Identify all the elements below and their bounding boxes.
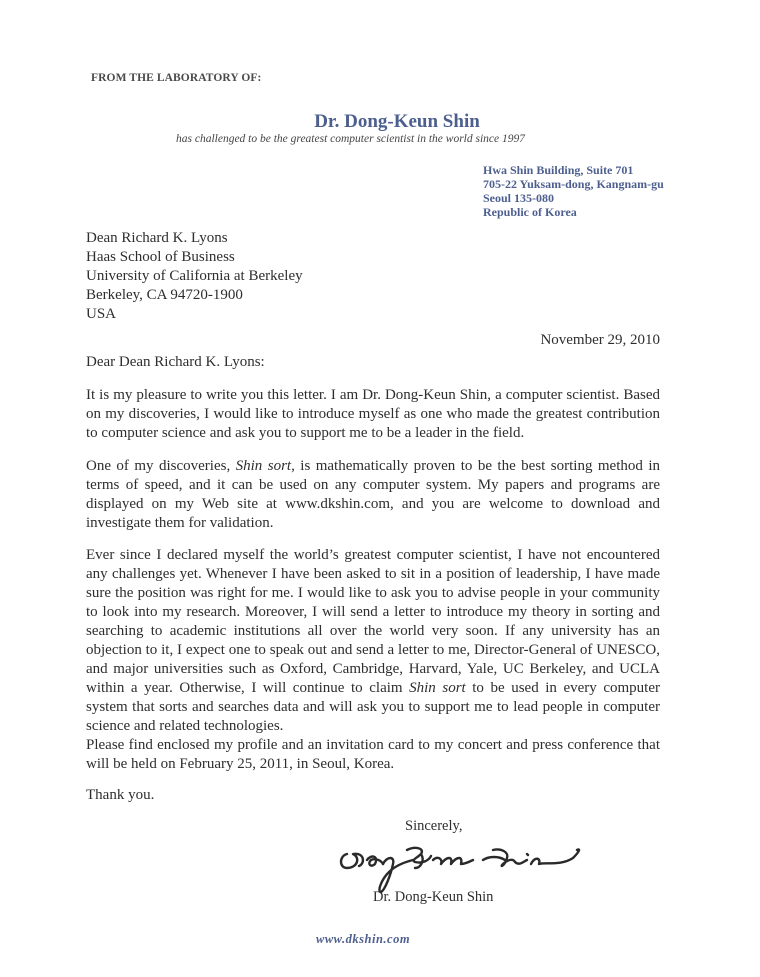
paragraph-text: to be used in every computer system that sorts and searches data and will ask you to support me to lead people in computer science and related technologies.: [86, 680, 660, 734]
shin-sort-emphasis: Shin sort: [235, 458, 292, 474]
letter-date: November 29, 2010: [540, 332, 660, 348]
shin-sort-emphasis: Shin sort: [409, 680, 466, 696]
sender-address-line: Hwa Shin Building, Suite 701: [483, 163, 634, 177]
sender-address-line: Seoul 135-080: [483, 191, 555, 205]
sender-address-line: 705-22 Yuksam-dong, Kangnam-gu: [483, 177, 664, 191]
from-laboratory-label: FROM THE LABORATORY OF:: [91, 72, 262, 84]
sender-address-line: Republic of Korea: [483, 205, 577, 219]
paragraph-challenges: [86, 546, 660, 736]
signer-name: Dr. Dong-Keun Shin: [373, 889, 494, 905]
paragraph-text: One of my discoveries,: [86, 458, 236, 474]
recipient-line: Dean Richard K. Lyons: [86, 230, 228, 246]
sender-address: [483, 163, 664, 219]
closing-sincerely: Sincerely,: [405, 818, 463, 834]
recipient-address: [86, 229, 303, 324]
recipient-line: Berkeley, CA 94720-1900: [86, 287, 243, 303]
letterhead-tagline: has challenged to be the greatest computer scientist in the world since 1997: [176, 133, 525, 145]
paragraph-enclosure: Please find enclosed my profile and an invitation card to my concert and press conference that will be held on February 25, 2011, in Seoul, Korea.: [86, 737, 660, 772]
website-link[interactable]: www.dkshin.com: [316, 932, 411, 946]
recipient-line: Haas School of Business: [86, 249, 235, 265]
paragraph-introduction: It is my pleasure to write you this letter. I am Dr. Dong-Keun Shin, a computer scientist. Based on my discoveries, I would like to introduce myself as one who made the greatest contribution to computer science and ask you to support me to be a leader in the field.: [86, 387, 660, 441]
paragraph-text: , is mathematically proven to be the best sorting method in terms of speed, and it can be used on any computer system. My papers and programs are displayed on my Web site at www.dkshin.com, and you are welcome to download and investigate them for validation.: [86, 458, 660, 531]
paragraph-shin-sort: [86, 457, 660, 533]
thank-you: Thank you.: [86, 787, 155, 803]
recipient-line: USA: [86, 306, 117, 322]
recipient-line: University of California at Berkeley: [86, 268, 303, 284]
paragraph-text: Ever since I declared myself the world’s greatest computer scientist, I have not encountered any challenges yet. Whenever I have been asked to sit in a position of leadership, I have made sure the position was right for me. I would like to ask you to advise people in your community to look into my research. Moreover, I will send a letter to introduce my theory in sorting and searching to academic institutions all over the world very soon. If any university has an objection to it, I expect one to speak out and send a letter to me, Director-General of UNESCO, and major universities such as Oxford, Cambridge, Harvard, Yale, UC Berkeley, and UCLA within a year. Otherwise, I will continue to claim: [86, 547, 660, 696]
letterhead-name: Dr. Dong-Keun Shin: [314, 111, 480, 132]
salutation: Dear Dean Richard K. Lyons:: [86, 354, 265, 370]
